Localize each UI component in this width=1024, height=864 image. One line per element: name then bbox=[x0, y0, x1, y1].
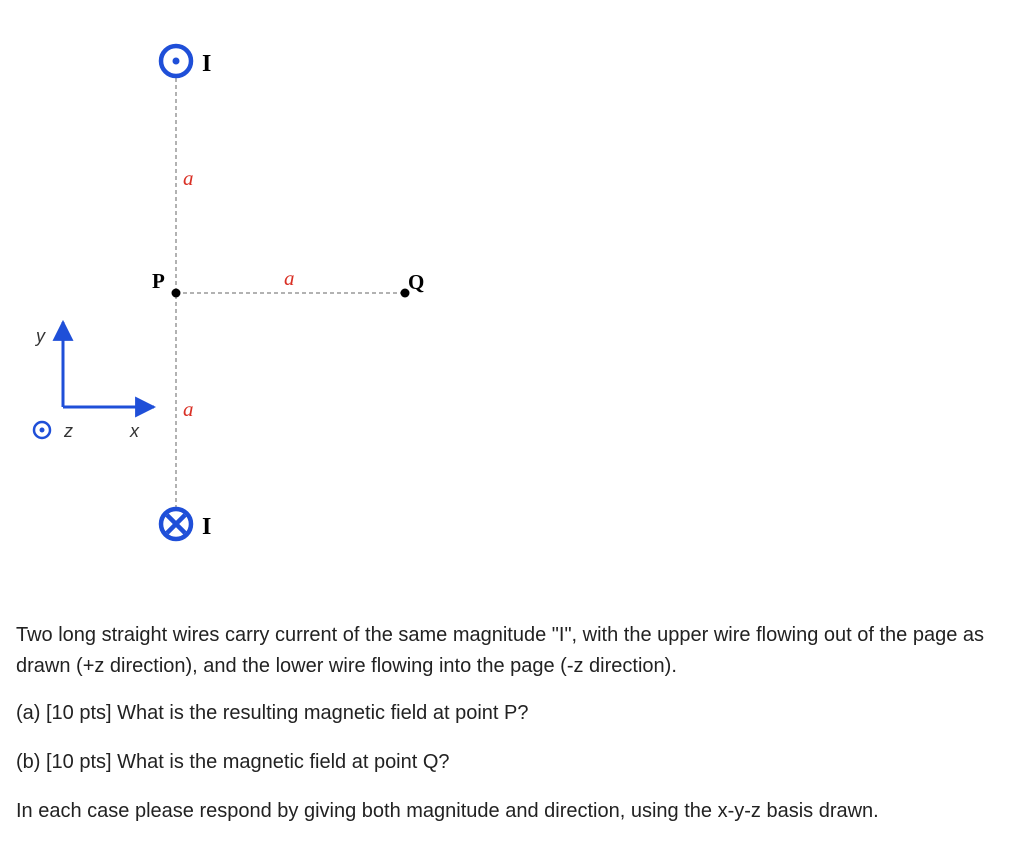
problem-text bbox=[16, 620, 1016, 845]
axis-z-label: z bbox=[64, 421, 73, 441]
point-q-label: Q bbox=[408, 270, 425, 294]
z-axis-out-of-page-icon bbox=[34, 422, 50, 438]
wire-out-of-page-icon bbox=[161, 46, 191, 76]
question-part-b: (b) [10 pts] What is the magnetic field at point Q? bbox=[16, 751, 450, 773]
distance-horizontal-label: a bbox=[284, 266, 295, 290]
axis-y-label: y bbox=[36, 326, 45, 346]
wire-into-page-icon bbox=[161, 509, 191, 539]
distance-upper-label: a bbox=[183, 166, 194, 190]
wire-bottom-current-label: I bbox=[202, 514, 212, 540]
answer-instruction: In each case please respond by giving both magnitude and direction, using the x-y-z basis drawn. bbox=[16, 800, 879, 822]
point-p-label: P bbox=[152, 269, 165, 293]
distance-lower-label: a bbox=[183, 397, 194, 421]
wire-top-current-label: I bbox=[202, 51, 212, 77]
question-part-a: (a) [10 pts] What is the resulting magnetic field at point P? bbox=[16, 702, 529, 724]
point-p-marker bbox=[172, 289, 181, 298]
problem-intro: Two long straight wires carry current of the same magnitude "I", with the upper wire flowing out of the page as drawn (+z direction), and the lower wire flowing into the page (-z direction). bbox=[16, 624, 985, 677]
axis-x-label: x bbox=[130, 421, 139, 441]
